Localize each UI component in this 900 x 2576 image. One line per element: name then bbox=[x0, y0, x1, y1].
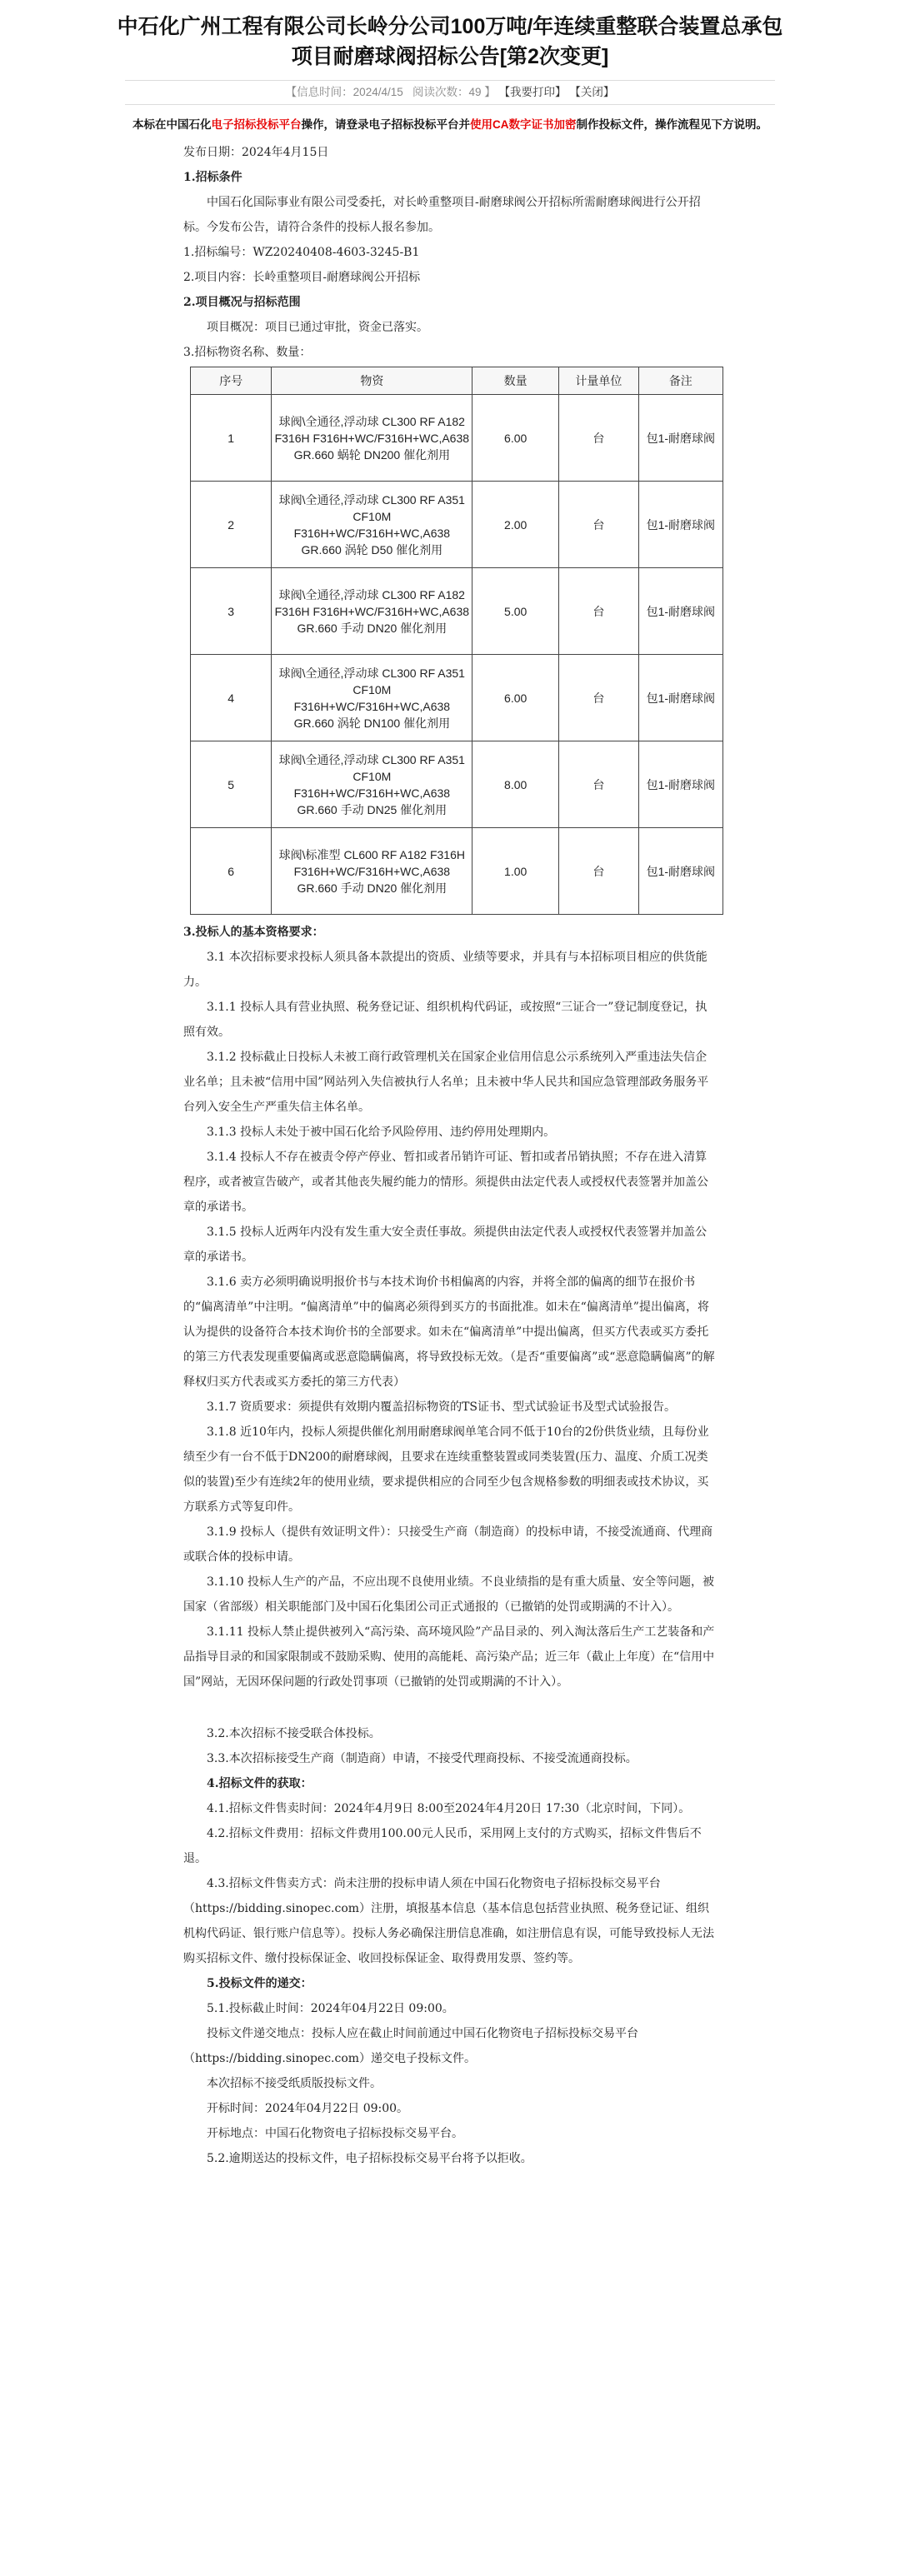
requirement-3-1-10: 3.1.10 投标人生产的产品，不应出现不良使用业绩。不良业绩指的是有重大质量、安全等问题，被国家（省部级）相关职能部门及中国石化集团公司正式通报的（已撤销的处罚或期满的不计入）。 bbox=[183, 1575, 714, 1614]
cell-quantity: 6.00 bbox=[472, 655, 559, 741]
requirement-3-1-6: 3.1.6 卖方必须明确说明报价书与本技术询价书相偏离的内容，并将全部的偏离的细节在报价书的“偏离清单”中注明。“偏离清单”中的偏离必须得到买方的书面批准。如未在“偏离清单”提出偏离，将认为提供的设备符合本技术询价书的全部要求。如未在“偏离清单”中提出偏离，但买方代表或买方委托的第三方代表发现重要偏离或恶意隐瞒偏离，将导致投标无效。（是否“重要偏离”或“恶意隐瞒偏离”的解释权归买方代表或买方委托的第三方代表） bbox=[183, 1276, 715, 1389]
sale-method: 4.3.招标文件售卖方式：尚未注册的投标申请人须在中国石化物资电子招标投标交易平台（https://bidding.sinopec.com）注册，填报基本信息（基本信息包括营业执照、税务登记证、组织机构代码证、银行账户信息等）。投标人务必确保注册信息准确，如注册信息有误，可能导致投标人无法购买招标文件、缴付投标保证金、收回投标保证金、取得费用发票、签约等。 bbox=[183, 1877, 714, 1965]
page-title: 中石化广州工程有限公司长岭分公司100万吨/年连续重整联合装置总承包项目耐磨球阀招标公告[第2次变更] bbox=[117, 15, 783, 68]
document-fee: 4.2.招标文件费用：招标文件费用100.00元人民币，采用网上支付的方式购买，招标文件售后不退。 bbox=[183, 1827, 702, 1865]
notice-part1: 本标在中国石化 bbox=[132, 118, 212, 131]
table-row bbox=[191, 741, 723, 828]
cell-no: 3 bbox=[191, 568, 272, 655]
platform-notice bbox=[0, 115, 900, 132]
views-label: 阅读次数： bbox=[412, 86, 469, 98]
cell-unit: 台 bbox=[559, 482, 639, 568]
section-1-heading: 1.招标条件 bbox=[183, 171, 242, 184]
cell-quantity: 5.00 bbox=[472, 568, 559, 655]
project-content: 2.项目内容：长岭重整项目-耐磨球阀公开招标 bbox=[183, 271, 421, 284]
requirement-3-1-5: 3.1.5 投标人近两年内没有发生重大安全责任事故。须提供由法定代表人或授权代表签署并加盖公章的承诺书。 bbox=[183, 1226, 708, 1264]
sale-time: 4.1.招标文件售卖时间：2024年4月9日 8:00至2024年4月20日 17:30（北京时间，下同）。 bbox=[207, 1802, 691, 1815]
cell-unit: 台 bbox=[559, 828, 639, 915]
table-row bbox=[191, 568, 723, 655]
header-material: 物资 bbox=[272, 367, 472, 395]
info-bracket: 】 bbox=[484, 86, 496, 98]
cell-remark: 包1-耐磨球阀 bbox=[638, 828, 722, 915]
cell-unit: 台 bbox=[559, 568, 639, 655]
cell-material: 球阀\全通径,浮动球 CL300 RF A351 CF10M F316H+WC/F316H+WC,A638 GR.660 手动 DN25 催化剂用 bbox=[272, 741, 472, 828]
notice-highlight-platform: 电子招标投标平台 bbox=[211, 118, 302, 131]
cell-quantity: 6.00 bbox=[472, 395, 559, 482]
late-bid-rule: 5.2.逾期送达的投标文件，电子招标投标交易平台将予以拒收。 bbox=[207, 2152, 532, 2165]
cell-remark: 包1-耐磨球阀 bbox=[638, 568, 722, 655]
cell-unit: 台 bbox=[559, 395, 639, 482]
announcement-body bbox=[0, 140, 900, 2171]
requirement-3-1-11: 3.1.11 投标人禁止提供被列入“高污染、高环境风险”产品目录的、列入淘汰落后生产工艺装备和产品指导目录的和国家限制或不鼓励采购、使用的高能耗、高污染产品；近三年（截止上年度）在“信用中国”网站，无因环保问题的行政处罚事项（已撤销的处罚或期满的不计入）。 bbox=[183, 1625, 715, 1689]
submission-place: 投标文件递交地点：投标人应在截止时间前通过中国石化物资电子招标投标交易平台（https://bidding.sinopec.com）递交电子投标文件。 bbox=[183, 2027, 638, 2065]
table-header-row bbox=[191, 367, 723, 395]
header-no: 序号 bbox=[191, 367, 272, 395]
cell-material: 球阀\标准型 CL600 RF A182 F316H F316H+WC/F316H+WC,A638 GR.660 手动 DN20 催化剂用 bbox=[272, 828, 472, 915]
cell-material: 球阀\全通径,浮动球 CL300 RF A182 F316H F316H+WC/F316H+WC,A638 GR.660 手动 DN20 催化剂用 bbox=[272, 568, 472, 655]
cell-remark: 包1-耐磨球阀 bbox=[638, 741, 722, 828]
cell-no: 2 bbox=[191, 482, 272, 568]
close-link[interactable]: 【关闭】 bbox=[569, 86, 615, 98]
requirement-3-1-1: 3.1.1 投标人具有营业执照、税务登记证、组织机构代码证，或按照“三证合一”登记制度登记，执照有效。 bbox=[183, 1001, 708, 1039]
requirement-3-2: 3.2.本次招标不接受联合体投标。 bbox=[207, 1727, 381, 1740]
cell-no: 5 bbox=[191, 741, 272, 828]
info-bar bbox=[125, 80, 775, 105]
header-unit: 计量单位 bbox=[559, 367, 639, 395]
table-row bbox=[191, 655, 723, 741]
cell-unit: 台 bbox=[559, 655, 639, 741]
requirement-3-1-9: 3.1.9 投标人（提供有效证明文件）：只接受生产商（制造商）的投标申请，不接受流通商、代理商或联合体的投标申请。 bbox=[183, 1525, 713, 1564]
no-paper-bids: 本次招标不接受纸质版投标文件。 bbox=[207, 2077, 382, 2090]
section-3-heading: 3.投标人的基本资格要求： bbox=[183, 926, 324, 939]
cell-no: 6 bbox=[191, 828, 272, 915]
cell-quantity: 8.00 bbox=[472, 741, 559, 828]
cell-no: 1 bbox=[191, 395, 272, 482]
section-5-heading: 5.投标文件的递交： bbox=[207, 1977, 312, 1990]
requirement-3-1: 3.1 本次招标要求投标人须具备本款提出的资质、业绩等要求，并具有与本招标项目相应的供货能力。 bbox=[183, 951, 708, 989]
requirement-3-1-8: 3.1.8 近10年内，投标人须提供催化剂用耐磨球阀单笔合同不低于10台的2份供货业绩，且每份业绩至少有一台不低于DN200的耐磨球阀，且要求在连续重整装置或同类装置(压力、温度、介质工况类似的装置)至少有连续2年的使用业绩，要求提供相应的合同至少包含规格参数的明细表或技术协议，买方联系方式等复印件。 bbox=[183, 1425, 709, 1514]
goods-table bbox=[190, 367, 723, 915]
cell-material: 球阀\全通径,浮动球 CL300 RF A351 CF10M F316H+WC/F316H+WC,A638 GR.660 涡轮 DN100 催化剂用 bbox=[272, 655, 472, 741]
info-time-label: 【信息时间： bbox=[285, 86, 353, 98]
views-count: 49 bbox=[468, 86, 482, 98]
opening-place: 开标地点：中国石化物资电子招标投标交易平台。 bbox=[207, 2127, 463, 2140]
print-link[interactable]: 【我要打印】 bbox=[498, 86, 567, 98]
notice-highlight-ca: 使用CA数字证书加密 bbox=[470, 118, 577, 131]
project-overview: 项目概况：项目已通过审批，资金已落实。 bbox=[207, 321, 428, 334]
cell-unit: 台 bbox=[559, 741, 639, 828]
notice-part2: 操作，请登录电子招标投标平台并 bbox=[301, 118, 470, 131]
bid-number: 1.招标编号：WZ20240408-4603-3245-B1 bbox=[183, 246, 420, 259]
publish-date: 发布日期：2024年4月15日 bbox=[183, 146, 329, 159]
requirement-3-3: 3.3.本次招标接受生产商（制造商）申请，不接受代理商投标、不接受流通商投标。 bbox=[207, 1752, 638, 1765]
table-row bbox=[191, 482, 723, 568]
header-quantity: 数量 bbox=[472, 367, 559, 395]
info-time: 2024/4/15 bbox=[352, 86, 403, 98]
cell-quantity: 1.00 bbox=[472, 828, 559, 915]
spacer bbox=[183, 1695, 717, 1721]
section-2-heading: 2.项目概况与招标范围 bbox=[183, 296, 301, 309]
section-1-text: 中国石化国际事业有限公司受委托，对长岭重整项目-耐磨球阀公开招标所需耐磨球阀进行公开招标。今发布公告，请符合条件的投标人报名参加。 bbox=[183, 196, 701, 234]
cell-material: 球阀\全通径,浮动球 CL300 RF A351 CF10M F316H+WC/F316H+WC,A638 GR.660 涡轮 D50 催化剂用 bbox=[272, 482, 472, 568]
requirement-3-1-3: 3.1.3 投标人未处于被中国石化给予风险停用、违约停用处理期内。 bbox=[207, 1126, 556, 1139]
requirement-3-1-2: 3.1.2 投标截止日投标人未被工商行政管理机关在国家企业信用信息公示系统列入严重违法失信企业名单；且未被“信用中国”网站列入失信被执行人名单；且未被中华人民共和国应急管理部政务服务平台列入安全生产严重失信主体名单。 bbox=[183, 1051, 709, 1114]
cell-quantity: 2.00 bbox=[472, 482, 559, 568]
table-row bbox=[191, 395, 723, 482]
requirement-3-1-7: 3.1.7 资质要求：须提供有效期内覆盖招标物资的TS证书、型式试验证书及型式试验报告。 bbox=[207, 1400, 676, 1414]
items-title: 3.招标物资名称、数量： bbox=[183, 346, 312, 359]
cell-no: 4 bbox=[191, 655, 272, 741]
opening-time: 开标时间：2024年04月22日 09:00。 bbox=[207, 2102, 409, 2115]
header-remark: 备注 bbox=[638, 367, 722, 395]
requirement-3-1-4: 3.1.4 投标人不存在被责令停产停业、暂扣或者吊销许可证、暂扣或者吊销执照；不存在进入清算程序，或者被宣告破产，或者其他丧失履约能力的情形。须提供由法定代表人或授权代表签署并加盖公章的承诺书。 bbox=[183, 1151, 708, 1214]
cell-material: 球阀\全通径,浮动球 CL300 RF A182 F316H F316H+WC/F316H+WC,A638 GR.660 蜗轮 DN200 催化剂用 bbox=[272, 395, 472, 482]
table-row bbox=[191, 828, 723, 915]
cell-remark: 包1-耐磨球阀 bbox=[638, 482, 722, 568]
cell-remark: 包1-耐磨球阀 bbox=[638, 395, 722, 482]
notice-part3: 制作投标文件，操作流程见下方说明。 bbox=[576, 118, 768, 131]
bid-deadline: 5.1.投标截止时间：2024年04月22日 09:00。 bbox=[207, 2002, 454, 2015]
section-4-heading: 4.招标文件的获取： bbox=[207, 1777, 312, 1790]
cell-remark: 包1-耐磨球阀 bbox=[638, 655, 722, 741]
